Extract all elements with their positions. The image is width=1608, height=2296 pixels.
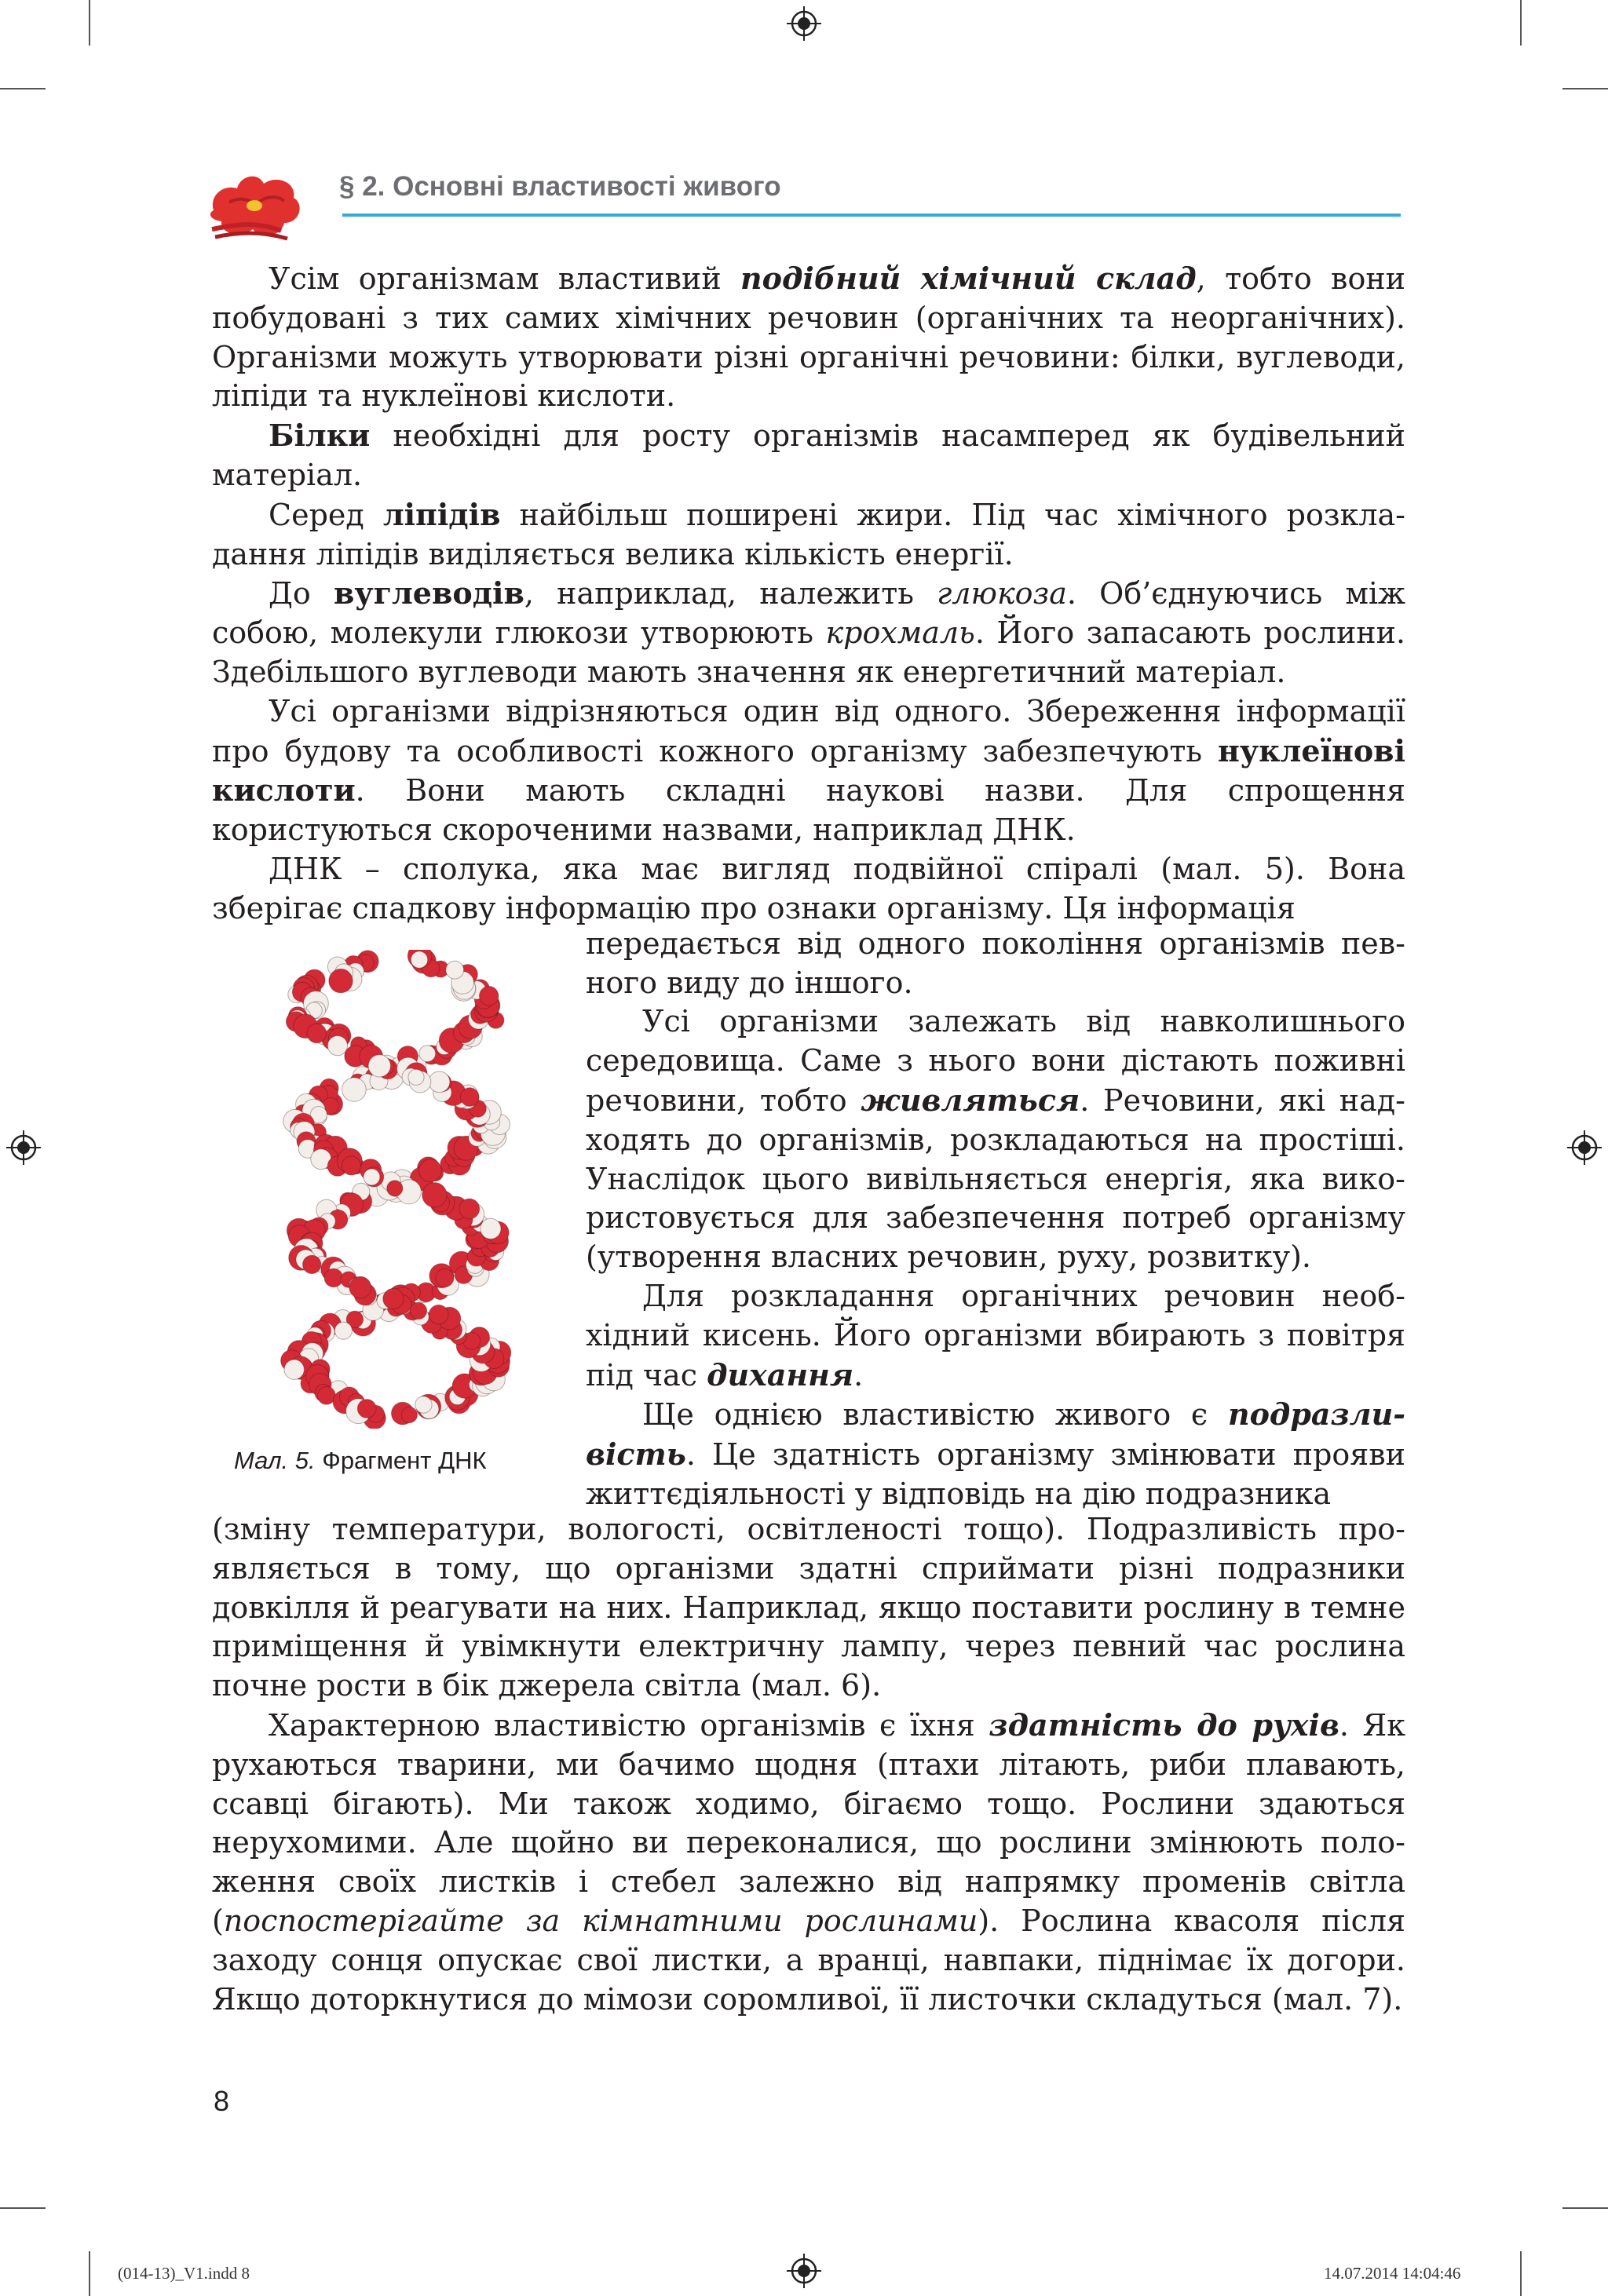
dna-atom: [342, 1078, 367, 1102]
flower-icon: [206, 165, 306, 243]
figure-caption-text: Фрагмент ДНК: [315, 1447, 487, 1474]
text-run: передається від одного покоління організмів певного виду до іншого.: [586, 925, 1405, 1000]
paragraph: [212, 1510, 1405, 1706]
trim-mark: [1562, 2207, 1608, 2209]
dna-atom: [481, 1218, 501, 1239]
dna-atom: [411, 951, 427, 968]
dna-atom: [415, 1396, 432, 1413]
dna-atom: [383, 1289, 404, 1309]
text-run: Характерною властивістю організмів є їхня: [269, 1707, 989, 1743]
text-block-bottom: [212, 1510, 1405, 2019]
page-title: § 2. Основні властивості живого: [339, 171, 781, 202]
paragraph: [212, 850, 1405, 929]
bold-italic-term: живляться: [861, 1082, 1080, 1118]
text-run: Для розкладання органічних речовин необхідний кисень. Його організми вбирають з повітря під час: [586, 1278, 1405, 1393]
dna-atom: [429, 1071, 450, 1093]
bold-term: вуглеводів: [333, 575, 524, 611]
dna-atom: [408, 1069, 424, 1085]
text-run: , тобто вони побудовані з тих самих хімічних речовин (органічних та неорганічних). Організми можуть утворювати різні органічні речовини: білки, вуглеводи, ліпіди та нуклеїнові кислоти.: [212, 261, 1405, 414]
paragraph: [212, 495, 1405, 575]
paragraph: [586, 1277, 1405, 1395]
trim-mark: [1562, 88, 1608, 89]
text-run: Усі організми залежать від навколишнього середовища. Саме з нього вони дістають поживні речовини, тобто: [586, 1004, 1405, 1118]
text-run: Усім організмам властивий: [269, 261, 741, 296]
bold-italic-term: подразливість: [586, 1396, 1405, 1473]
dna-atom: [284, 1360, 304, 1379]
text-run: Ще однією властивістю живого є: [642, 1397, 1228, 1433]
bold-term: Білки: [269, 418, 371, 454]
trim-mark: [1520, 0, 1522, 46]
dna-atom: [329, 969, 353, 992]
text-run: , наприклад, належить: [524, 576, 937, 611]
dna-atom: [410, 1302, 426, 1319]
text-run: найбільш поширені жири. Під час хімічного розкладання ліпідів виділяється велика кількість енергії.: [212, 497, 1405, 571]
dna-figure: [259, 950, 534, 1429]
paragraph: [212, 416, 1405, 495]
dna-atom: [364, 1169, 380, 1185]
dna-atom: [357, 1400, 376, 1418]
dna-atom: [422, 1183, 447, 1207]
trim-mark: [89, 2251, 90, 2296]
figure-caption-prefix: Мал. 5.: [234, 1447, 316, 1474]
dna-atom: [349, 1276, 371, 1298]
dna-atom: [480, 987, 499, 1006]
trim-mark: [0, 88, 46, 89]
dna-atom: [342, 1156, 360, 1175]
bold-term: нуклеїнові кислоти: [212, 732, 1405, 809]
bold-term: ліпідів: [382, 496, 501, 532]
text-run: Усі організми відрізняються один від одного. Збереження інформації про будову та особливості кожного організму забезпечують: [212, 693, 1405, 768]
dna-atom: [446, 961, 464, 979]
bold-italic-term: дихання: [707, 1356, 854, 1393]
text-run: необхідні для росту організмів насамперед як будівельний матеріал.: [212, 418, 1405, 492]
paragraph: [586, 1002, 1405, 1277]
text-run: . Це здатність організму змінювати прояви життєдіяльності у відповідь на дію подразника: [586, 1437, 1405, 1511]
text-run: . Вони мають складні наукові назви. Для спрощення користуються скороченими назвами, наприклад ДНК.: [212, 773, 1405, 848]
dna-atom: [303, 1255, 321, 1273]
text-run: ДНК – сполука, яка має вигляд подвійної спіралі (мал. 5). Вона зберігає спадкову інформацію про ознаки організму. Ця інформація: [212, 851, 1405, 925]
italic-term: поспостерігайте за кімнатними рослинами: [223, 1903, 978, 1938]
text-run: Серед: [269, 497, 383, 532]
text-run: ). Рослина квасоля після заходу сонця опускає свої листки, а вранці, навпаки, піднімає їх догори. Якщо доторкнутися до мімози соромливої, її листочки складуться (мал. 7).: [212, 1903, 1405, 2017]
italic-term: глюкоза: [937, 576, 1067, 611]
paragraph: [212, 259, 1405, 416]
trim-mark: [1520, 2251, 1522, 2296]
paragraph: [212, 692, 1405, 850]
registration-mark-icon: [785, 5, 823, 42]
text-run: . Речовини, які надходять до організмів, розкладаються на простіші. Унаслідок цього вивільняється енергія, яка використовується для забезпечення потреб організму (утворення власних речовин, руху, розвитку).: [586, 1082, 1405, 1275]
paragraph: [586, 925, 1405, 1003]
dna-atom: [368, 1055, 390, 1077]
registration-mark-icon: [785, 2252, 823, 2290]
text-run: . Як рухаються тварини, ми бачимо щодня (птахи літають, риби плавають, ссавці бігають). Ми також ходимо, бігаємо тощо. Рослини здаються нерухомими. Але щойно ви переконалися, що рослини змінюють положення своїх листків і стебел залежно від напрямку променів світла (: [212, 1707, 1405, 1938]
bold-italic-term: подібний хімічний склад: [740, 261, 1197, 296]
figure-caption: [234, 1447, 487, 1475]
dna-atom: [387, 1181, 403, 1196]
text-run: . Об’єднуючись між собою, молекули глюкози утворюють: [212, 576, 1405, 651]
dna-atom: [419, 1159, 442, 1182]
dna-atom: [436, 1268, 454, 1287]
dna-atom: [419, 1046, 436, 1062]
dna-atom: [334, 1322, 352, 1339]
paragraph: [212, 574, 1405, 692]
paragraph: [586, 1395, 1405, 1513]
italic-term: крохмаль: [825, 615, 975, 651]
dna-atom: [307, 1024, 327, 1043]
trim-mark: [0, 2207, 46, 2209]
text-block-wrap: [586, 925, 1405, 1514]
paragraph: [212, 1706, 1405, 2019]
text-run: .: [853, 1357, 864, 1393]
page-number: 8: [214, 2085, 230, 2117]
dna-atom: [459, 1199, 480, 1219]
trim-mark: [89, 0, 90, 46]
dna-atom: [461, 1088, 480, 1107]
dna-atom: [429, 1305, 448, 1324]
text-block-top: [212, 259, 1405, 929]
dna-atom: [401, 1407, 417, 1422]
registration-mark-icon: [5, 1129, 42, 1166]
bold-italic-term: здатність до рухів: [989, 1706, 1339, 1743]
registration-mark-icon: [1566, 1129, 1603, 1166]
text-run: До: [269, 576, 334, 611]
header-rule: [342, 214, 1401, 217]
text-run: . Його запасають рослини. Здебільшого вуглеводи мають значення як енергетичний матеріал.: [212, 615, 1406, 689]
dna-atom: [324, 1268, 343, 1287]
text-run: (зміну температури, вологості, освітленості тощо). Подразливість проявляється в тому, що організми здатні сприймати різні подразники довкілля й реагувати на них. Наприклад, якщо поставити рослину в темне приміщення й увімкнути електричну лампу, через певний час рослина почне рости в бік джерела світла (мал. 6).: [212, 1512, 1405, 1703]
slug-file: (014-13)_V1.indd 8: [118, 2264, 250, 2283]
slug-date: 14.07.2014 14:04:46: [1324, 2264, 1461, 2283]
dna-atom: [327, 1036, 347, 1056]
